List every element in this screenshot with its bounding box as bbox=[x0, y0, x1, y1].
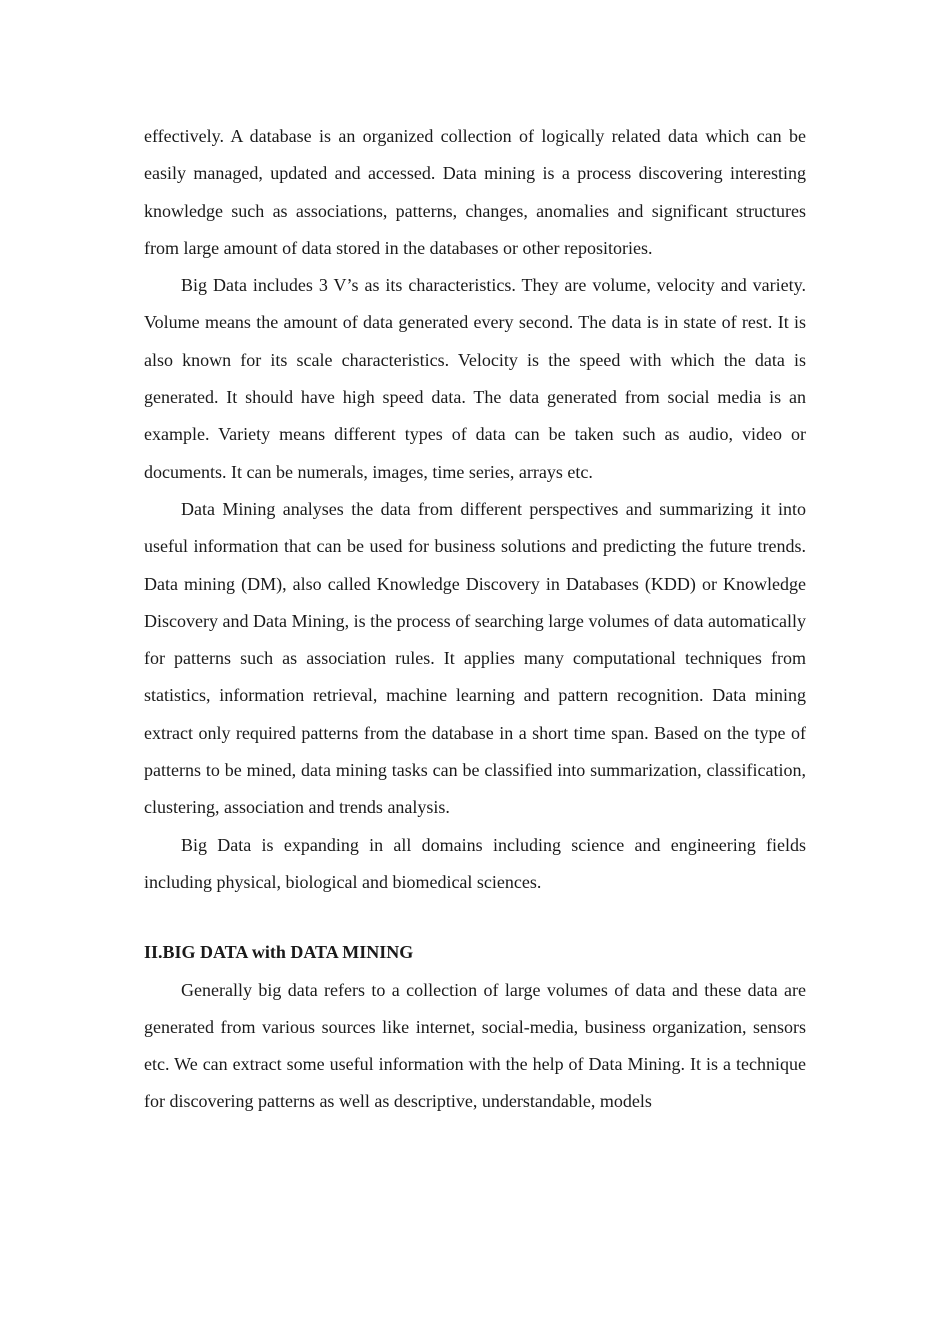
paragraph-section-intro: Generally big data refers to a collection of large volumes of data and these data are generated from various sources like internet, social-media, business organization, sensors etc. We can extract some useful information with the help of Data Mining. It is a technique for discovering patterns as well as descriptive, understandable, models bbox=[144, 979, 806, 1112]
section-heading: II.BIG DATA with DATA MINING bbox=[144, 942, 414, 963]
paragraph-databases: effectively. A database is an organized collection of logically related data which can be easily managed, updated and accessed. Data mining is a process discovering interesting knowledge such as associations, patterns, changes, anomalies and significant structures from large amount of data stored in the databases or other repositories. bbox=[144, 126, 806, 258]
page-body bbox=[144, 118, 806, 1121]
paragraph-data-mining: Data Mining analyses the data from different perspectives and summarizing it into useful information that can be used for business solutions and predicting the future trends. Data mining (DM), also called Knowledge Discovery in Databases (KDD) or Knowledge Discovery and Data Mining, is the process of searching large volumes of data automatically for patterns such as association rules. It applies many computational techniques from statistics, information retrieval, machine learning and pattern recognition. Data mining extract only required patterns from the database in a short time span. Based on the type of patterns to be mined, data mining tasks can be classified into summarization, classification, clustering, association and trends analysis. bbox=[144, 498, 806, 818]
paragraph-big-data-domains: Big Data is expanding in all domains including science and engineering fields including physical, biological and biomedical sciences. bbox=[144, 834, 806, 892]
paragraph-three-vs: Big Data includes 3 V’s as its characteristics. They are volume, velocity and variety. Volume means the amount of data generated every second. The data is in state of rest. It is also known for its scale characteristics. Velocity is the speed with which the data is generated. It should have high speed data. The data generated from social media is an example. Variety means different types of data can be taken such as audio, video or documents. It can be numerals, images, time series, arrays etc. bbox=[144, 275, 806, 482]
